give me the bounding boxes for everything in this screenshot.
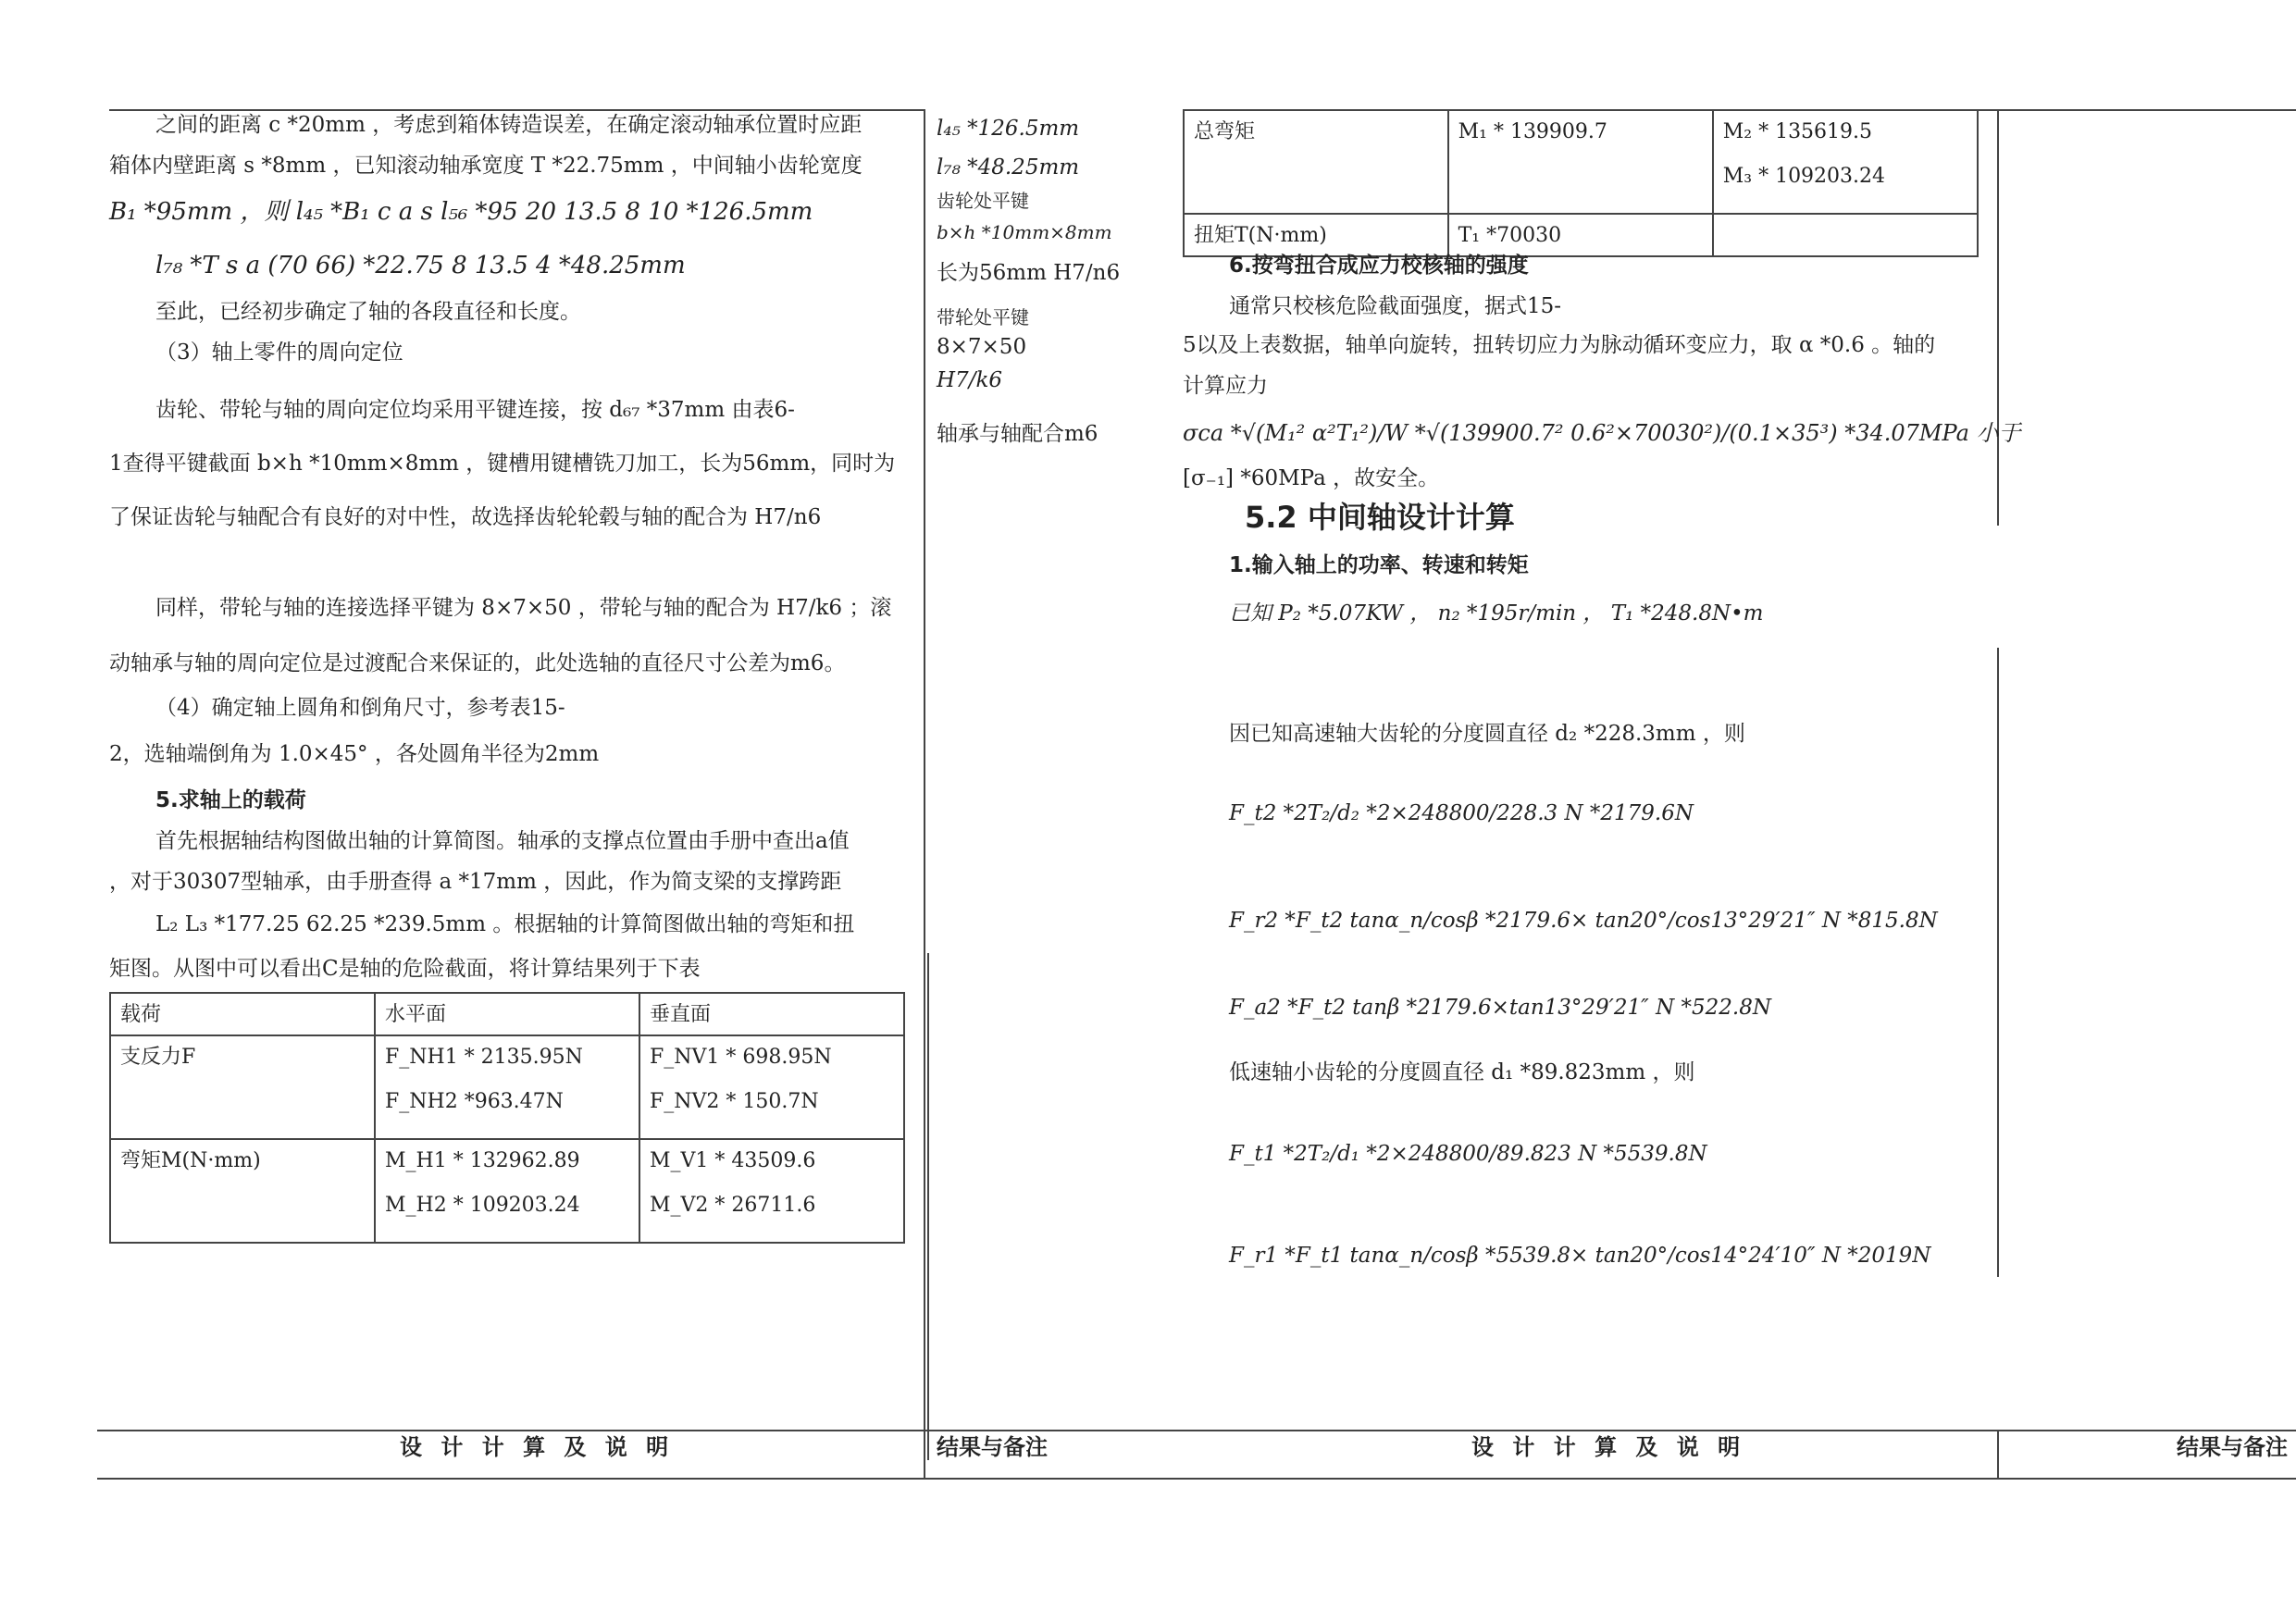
table-cell-value: F_NH1 * 2135.95N bbox=[385, 1045, 583, 1069]
table-cell-label: 支反力F bbox=[110, 1035, 375, 1139]
footer-left-main: 设 计 计 算 及 说 明 bbox=[400, 1434, 675, 1460]
right-notes-divider-bottom bbox=[1997, 648, 1999, 1277]
left-line-7: 齿轮、带轮与轴的周向定位均采用平键连接，按 d₆₇ *37mm 由表6- bbox=[155, 398, 795, 422]
note-line-4: b×h *10mm×8mm bbox=[937, 221, 1112, 243]
table-cell-label: 扭矩T(N·mm) bbox=[1184, 214, 1448, 256]
note-line-9: 轴承与轴配合m6 bbox=[937, 422, 1098, 446]
left-line-16: ，对于30307型轴承，由手册查得 a *17mm ，因此，作为简支梁的支撑跨距 bbox=[109, 870, 842, 894]
table-cell-value: M_H2 * 109203.24 bbox=[385, 1193, 580, 1217]
total-moment-table bbox=[1183, 109, 1979, 257]
table-cell-value: M_V2 * 26711.6 bbox=[650, 1193, 816, 1217]
left-line-5: 至此，已经初步确定了轴的各段直径和长度。 bbox=[155, 300, 581, 324]
table-cell-label: 总弯矩 bbox=[1184, 110, 1448, 214]
given-values: 已知 P₂ *5.07KW ， n₂ *195r/min ， T₁ *248.8N•m bbox=[1229, 601, 1764, 626]
table-header-vertical: 垂直面 bbox=[639, 993, 904, 1035]
note-line-8: H7/k6 bbox=[937, 368, 1003, 392]
table-cell-value: M_H1 * 132962.89 bbox=[385, 1148, 580, 1172]
note-line-6: 带轮处平键 bbox=[937, 306, 1029, 328]
table-cell-value: M_V1 * 43509.6 bbox=[650, 1148, 816, 1172]
footer-divider-right bbox=[1997, 1430, 1999, 1478]
table-cell-horizontal bbox=[375, 1035, 639, 1139]
table-cell-value bbox=[1448, 214, 1713, 256]
table-row bbox=[1184, 214, 1978, 256]
footer-bottom-rule bbox=[97, 1478, 2296, 1480]
left-line-11: 动轴承与轴的周向定位是过渡配合来保证的，此处选轴的直径尺寸公差为m6。 bbox=[109, 651, 846, 675]
table-cell-value: F_NV2 * 150.7N bbox=[650, 1089, 819, 1113]
left-line-4: l₇₈ *T s a (70 66) *22.75 8 13.5 4 *48.25mm bbox=[155, 252, 686, 279]
table-row bbox=[110, 1035, 904, 1139]
formula-line-1: 因已知高速轴大齿轮的分度圆直径 d₂ *228.3mm ，则 bbox=[1229, 722, 1745, 746]
table-cell-value: F_NH2 *963.47N bbox=[385, 1089, 564, 1113]
left-line-9: 了保证齿轮与轴配合有良好的对中性，故选择齿轮轮毂与轴的配合为 H7/n6 bbox=[109, 505, 822, 529]
right-line-6: [σ₋₁] *60MPa ，故安全。 bbox=[1183, 466, 1440, 490]
left-line-12: （4）确定轴上圆角和倒角尺寸，参考表15- bbox=[155, 696, 565, 720]
footer-left-note: 结果与备注 bbox=[937, 1434, 1048, 1460]
left-line-15: 首先根据轴结构图做出轴的计算简图。轴承的支撑点位置由手册中查出a值 bbox=[155, 829, 850, 853]
table-cell-value: F_NV1 * 698.95N bbox=[650, 1045, 832, 1069]
formula-ft2: F_t2 *2T₂/d₂ *2×248800/228.3 N *2179.6N bbox=[1229, 801, 1694, 825]
load-table bbox=[109, 992, 905, 1244]
stress-formula: σca *√(M₁² α²T₁²)/W *√(139900.7² 0.6²×70030²)/(0.1×35³) *34.07MPa 小于 bbox=[1183, 420, 2021, 446]
left-notes-divider bbox=[927, 953, 929, 1460]
right-heading-check: 6.按弯扭合成应力校核轴的强度 bbox=[1229, 254, 1529, 278]
note-line-5: 长为56mm H7/n6 bbox=[937, 261, 1121, 285]
note-line-2: l₇₈ *48.25mm bbox=[937, 155, 1080, 180]
left-line-3: B₁ *95mm ，则 l₄₅ *B₁ c a s l₅₆ *95 20 13.5 8 10 *126.5mm bbox=[109, 198, 813, 226]
table-header-row bbox=[110, 993, 904, 1035]
table-cell-value: M₂ * 135619.5 bbox=[1722, 120, 1873, 143]
table-row bbox=[1184, 110, 1978, 214]
left-line-1: 之间的距离 c *20mm ，考虑到箱体铸造误差，在确定滚动轴承位置时应距 bbox=[155, 113, 863, 137]
table-header-horizontal: 水平面 bbox=[375, 993, 639, 1035]
table-cell-value: M₁ * 139909.7 bbox=[1458, 120, 1607, 143]
footer-right-note: 结果与备注 bbox=[2177, 1434, 2288, 1460]
right-line-2: 通常只校核危险截面强度，据式15- bbox=[1229, 294, 1562, 318]
left-line-17: L₂ L₃ *177.25 62.25 *239.5mm 。根据轴的计算简图做出轴的弯矩和扭 bbox=[155, 912, 855, 936]
formula-ft1: F_t1 *2T₂/d₁ *2×248800/89.823 N *5539.8N bbox=[1229, 1142, 1707, 1166]
table-cell-horizontal bbox=[375, 1139, 639, 1243]
left-line-2: 箱体内壁距离 s *8mm ，已知滚动轴承宽度 T *22.75mm ，中间轴小齿轮宽度 bbox=[109, 154, 863, 178]
left-line-6: （3）轴上零件的周向定位 bbox=[155, 341, 403, 365]
formula-line-5: 低速轴小齿轮的分度圆直径 d₁ *89.823mm ，则 bbox=[1229, 1060, 1695, 1084]
table-cell-vertical bbox=[639, 1035, 904, 1139]
left-line-10: 同样，带轮与轴的连接选择平键为 8×7×50 ，带轮与轴的配合为 H7/k6 ；滚 bbox=[155, 596, 892, 620]
left-line-18: 矩图。从图中可以看出C是轴的危险截面，将计算结果列于下表 bbox=[109, 957, 701, 981]
footer-rule bbox=[97, 1430, 2296, 1431]
table-cell-value bbox=[1448, 110, 1713, 214]
formula-fa2: F_a2 *F_t2 tanβ *2179.6×tan13°29′21″ N *522.8N bbox=[1229, 996, 1771, 1020]
right-notes-divider-top bbox=[1997, 109, 1999, 526]
left-heading-loads: 5.求轴上的载荷 bbox=[155, 788, 306, 812]
sub-heading: 1.输入轴上的功率、转速和转矩 bbox=[1229, 553, 1529, 577]
right-line-4: 计算应力 bbox=[1183, 374, 1268, 398]
table-row bbox=[110, 1139, 904, 1243]
table-cell-vertical bbox=[639, 1139, 904, 1243]
note-line-1: l₄₅ *126.5mm bbox=[937, 117, 1080, 141]
formula-fr2: F_r2 *F_t2 tanα_n/cosβ *2179.6× tan20°/cos13°29′21″ N *815.8N bbox=[1229, 909, 1938, 933]
formula-fr1: F_r1 *F_t1 tanα_n/cosβ *5539.8× tan20°/cos14°24′10″ N *2019N bbox=[1229, 1244, 1931, 1268]
left-line-8: 1查得平键截面 b×h *10mm×8mm ，键槽用键槽铣刀加工，长为56mm，同时为 bbox=[109, 452, 896, 476]
table-cell-value: T₁ *70030 bbox=[1458, 224, 1562, 247]
note-line-7: 8×7×50 bbox=[937, 335, 1027, 359]
table-cell-value bbox=[1713, 110, 1978, 214]
table-header-load: 载荷 bbox=[110, 993, 375, 1035]
table-cell-value: M₃ * 109203.24 bbox=[1722, 165, 1886, 188]
right-line-3: 5以及上表数据，轴单向旋转，扭转切应力为脉动循环变应力，取 α *0.6 。轴的 bbox=[1183, 333, 1936, 357]
left-line-13: 2，选轴端倒角为 1.0×45° ，各处圆角半径为2mm bbox=[109, 742, 600, 766]
footer-right-main: 设 计 计 算 及 说 明 bbox=[1471, 1434, 1746, 1460]
note-line-3: 齿轮处平键 bbox=[937, 190, 1029, 212]
section-title: 5.2 中间轴设计计算 bbox=[1245, 500, 1515, 535]
table-cell-value bbox=[1713, 214, 1978, 256]
table-cell-label: 弯矩M(N·mm) bbox=[110, 1139, 375, 1243]
center-divider bbox=[924, 109, 925, 1479]
